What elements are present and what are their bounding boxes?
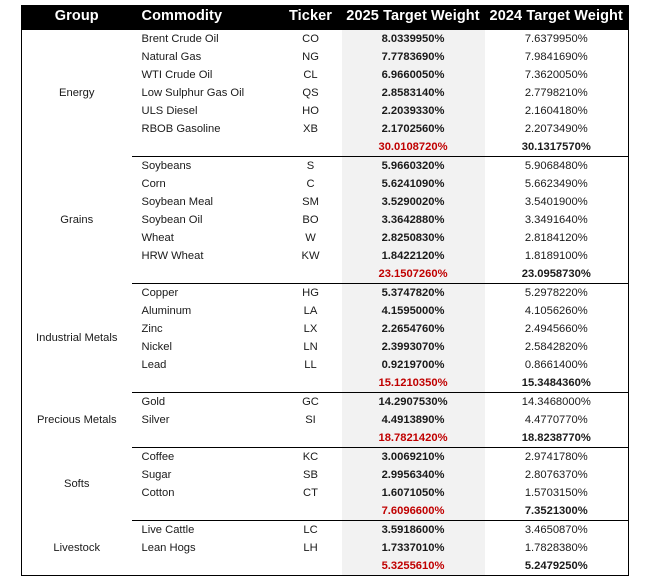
table-header-row (22, 5, 629, 30)
subtotal-spacer-commodity (132, 502, 280, 521)
subtotal-weight-2025: 5.3255610% (342, 557, 485, 576)
commodity-ticker: HO (280, 102, 342, 120)
commodity-name: Coffee (132, 447, 280, 466)
commodity-ticker: CL (280, 66, 342, 84)
weight-2024: 2.5842820% (485, 338, 629, 356)
commodity-ticker: XB (280, 120, 342, 138)
weight-2024: 2.8076370% (485, 466, 629, 484)
weight-2025: 1.8422120% (342, 247, 485, 265)
weight-2024: 3.5401900% (485, 193, 629, 211)
subtotal-spacer-commodity (132, 429, 280, 448)
subtotal-weight-2025: 15.1210350% (342, 374, 485, 393)
commodity-ticker: LA (280, 302, 342, 320)
commodity-ticker: SB (280, 466, 342, 484)
weight-2025: 2.8583140% (342, 84, 485, 102)
commodity-ticker: SM (280, 193, 342, 211)
column-header-ticker: Ticker (280, 5, 342, 30)
subtotal-spacer-ticker (280, 557, 342, 576)
weight-2024: 2.8184120% (485, 229, 629, 247)
commodity-name: Live Cattle (132, 520, 280, 539)
weight-2025: 2.2039330% (342, 102, 485, 120)
commodity-name: Corn (132, 175, 280, 193)
subtotal-weight-2025: 7.6096600% (342, 502, 485, 521)
commodity-ticker: W (280, 229, 342, 247)
commodity-ticker: C (280, 175, 342, 193)
commodity-ticker: KW (280, 247, 342, 265)
subtotal-spacer-ticker (280, 374, 342, 393)
subtotal-weight-2024: 7.3521300% (485, 502, 629, 521)
weight-2024: 5.2978220% (485, 283, 629, 302)
weight-2025: 1.7337010% (342, 539, 485, 557)
commodity-ticker: S (280, 156, 342, 175)
weight-2024: 1.7828380% (485, 539, 629, 557)
commodity-name: RBOB Gasoline (132, 120, 280, 138)
commodity-name: HRW Wheat (132, 247, 280, 265)
weight-2025: 3.0069210% (342, 447, 485, 466)
commodity-name: Natural Gas (132, 48, 280, 66)
weight-2024: 4.4770770% (485, 411, 629, 429)
weight-2025: 2.3993070% (342, 338, 485, 356)
weight-2025: 2.9956340% (342, 466, 485, 484)
group-label-precious-metals: Precious Metals (22, 392, 132, 447)
commodity-name: Brent Crude Oil (132, 30, 280, 48)
weight-2024: 1.5703150% (485, 484, 629, 502)
commodity-ticker: LC (280, 520, 342, 539)
weight-2025: 3.5918600% (342, 520, 485, 539)
weight-2025: 3.3642880% (342, 211, 485, 229)
weight-2024: 2.1604180% (485, 102, 629, 120)
weight-2024: 14.3468000% (485, 392, 629, 411)
subtotal-weight-2024: 18.8238770% (485, 429, 629, 448)
commodity-ticker: CT (280, 484, 342, 502)
commodity-ticker: LH (280, 539, 342, 557)
table-row (22, 283, 629, 302)
weight-2025: 6.9660050% (342, 66, 485, 84)
subtotal-spacer-ticker (280, 265, 342, 284)
weight-2025: 5.3747820% (342, 283, 485, 302)
subtotal-spacer-ticker (280, 138, 342, 157)
weight-2025: 2.8250830% (342, 229, 485, 247)
weight-2024: 3.4650870% (485, 520, 629, 539)
weight-2025: 14.2907530% (342, 392, 485, 411)
table-row (22, 447, 629, 466)
commodity-name: Gold (132, 392, 280, 411)
subtotal-spacer-ticker (280, 502, 342, 521)
weight-2024: 2.7798210% (485, 84, 629, 102)
commodity-name: Low Sulphur Gas Oil (132, 84, 280, 102)
commodity-name: ULS Diesel (132, 102, 280, 120)
commodity-ticker: CO (280, 30, 342, 48)
commodity-ticker: GC (280, 392, 342, 411)
table-header (22, 5, 629, 30)
subtotal-weight-2025: 23.1507260% (342, 265, 485, 284)
commodity-name: Soybean Meal (132, 193, 280, 211)
commodity-name: Cotton (132, 484, 280, 502)
commodity-ticker: BO (280, 211, 342, 229)
weight-2024: 1.8189100% (485, 247, 629, 265)
weight-2025: 4.4913890% (342, 411, 485, 429)
group-label-grains: Grains (22, 156, 132, 283)
weight-2025: 2.1702560% (342, 120, 485, 138)
commodity-ticker: QS (280, 84, 342, 102)
commodity-name: Sugar (132, 466, 280, 484)
commodity-ticker: LX (280, 320, 342, 338)
commodity-name: Lean Hogs (132, 539, 280, 557)
weight-2024: 2.2073490% (485, 120, 629, 138)
commodity-name: Soybean Oil (132, 211, 280, 229)
weight-2024: 5.6623490% (485, 175, 629, 193)
commodity-ticker: KC (280, 447, 342, 466)
column-header-2024-target-weight: 2024 Target Weight (485, 5, 629, 30)
weight-2024: 3.3491640% (485, 211, 629, 229)
weight-2025: 5.6241090% (342, 175, 485, 193)
weight-2025: 7.7783690% (342, 48, 485, 66)
weight-2024: 7.9841690% (485, 48, 629, 66)
commodity-ticker: LN (280, 338, 342, 356)
table-row (22, 30, 629, 48)
weight-2025: 0.9219700% (342, 356, 485, 374)
table-row (22, 392, 629, 411)
commodity-name: Soybeans (132, 156, 280, 175)
column-header-2025-target-weight: 2025 Target Weight (342, 5, 485, 30)
subtotal-weight-2024: 30.1317570% (485, 138, 629, 157)
target-weights-table (21, 5, 629, 576)
commodity-name: Copper (132, 283, 280, 302)
column-header-group: Group (22, 5, 132, 30)
weight-2025: 5.9660320% (342, 156, 485, 175)
weight-2024: 0.8661400% (485, 356, 629, 374)
commodity-name: Silver (132, 411, 280, 429)
weight-2024: 2.9741780% (485, 447, 629, 466)
subtotal-weight-2024: 23.0958730% (485, 265, 629, 284)
table-body (22, 30, 629, 576)
weight-2025: 1.6071050% (342, 484, 485, 502)
subtotal-weight-2024: 15.3484360% (485, 374, 629, 393)
commodity-name: Nickel (132, 338, 280, 356)
weight-2024: 5.9068480% (485, 156, 629, 175)
table-row (22, 156, 629, 175)
target-weights-table-container (21, 5, 628, 576)
weight-2024: 7.3620050% (485, 66, 629, 84)
commodity-name: Lead (132, 356, 280, 374)
weight-2025: 4.1595000% (342, 302, 485, 320)
group-label-industrial-metals: Industrial Metals (22, 283, 132, 392)
commodity-ticker: LL (280, 356, 342, 374)
commodity-ticker: NG (280, 48, 342, 66)
subtotal-weight-2025: 30.0108720% (342, 138, 485, 157)
weight-2025: 8.0339950% (342, 30, 485, 48)
subtotal-spacer-commodity (132, 138, 280, 157)
commodity-name: WTI Crude Oil (132, 66, 280, 84)
weight-2024: 2.4945660% (485, 320, 629, 338)
subtotal-spacer-commodity (132, 265, 280, 284)
commodity-name: Zinc (132, 320, 280, 338)
weight-2025: 2.2654760% (342, 320, 485, 338)
group-label-energy: Energy (22, 30, 132, 157)
weight-2024: 4.1056260% (485, 302, 629, 320)
group-label-softs: Softs (22, 447, 132, 520)
table-row (22, 520, 629, 539)
subtotal-spacer-commodity (132, 374, 280, 393)
subtotal-weight-2024: 5.2479250% (485, 557, 629, 576)
weight-2025: 3.5290020% (342, 193, 485, 211)
weight-2024: 7.6379950% (485, 30, 629, 48)
commodity-ticker: SI (280, 411, 342, 429)
subtotal-weight-2025: 18.7821420% (342, 429, 485, 448)
commodity-name: Wheat (132, 229, 280, 247)
group-label-livestock: Livestock (22, 520, 132, 575)
commodity-name: Aluminum (132, 302, 280, 320)
subtotal-spacer-commodity (132, 557, 280, 576)
column-header-commodity: Commodity (132, 5, 280, 30)
subtotal-spacer-ticker (280, 429, 342, 448)
commodity-ticker: HG (280, 283, 342, 302)
